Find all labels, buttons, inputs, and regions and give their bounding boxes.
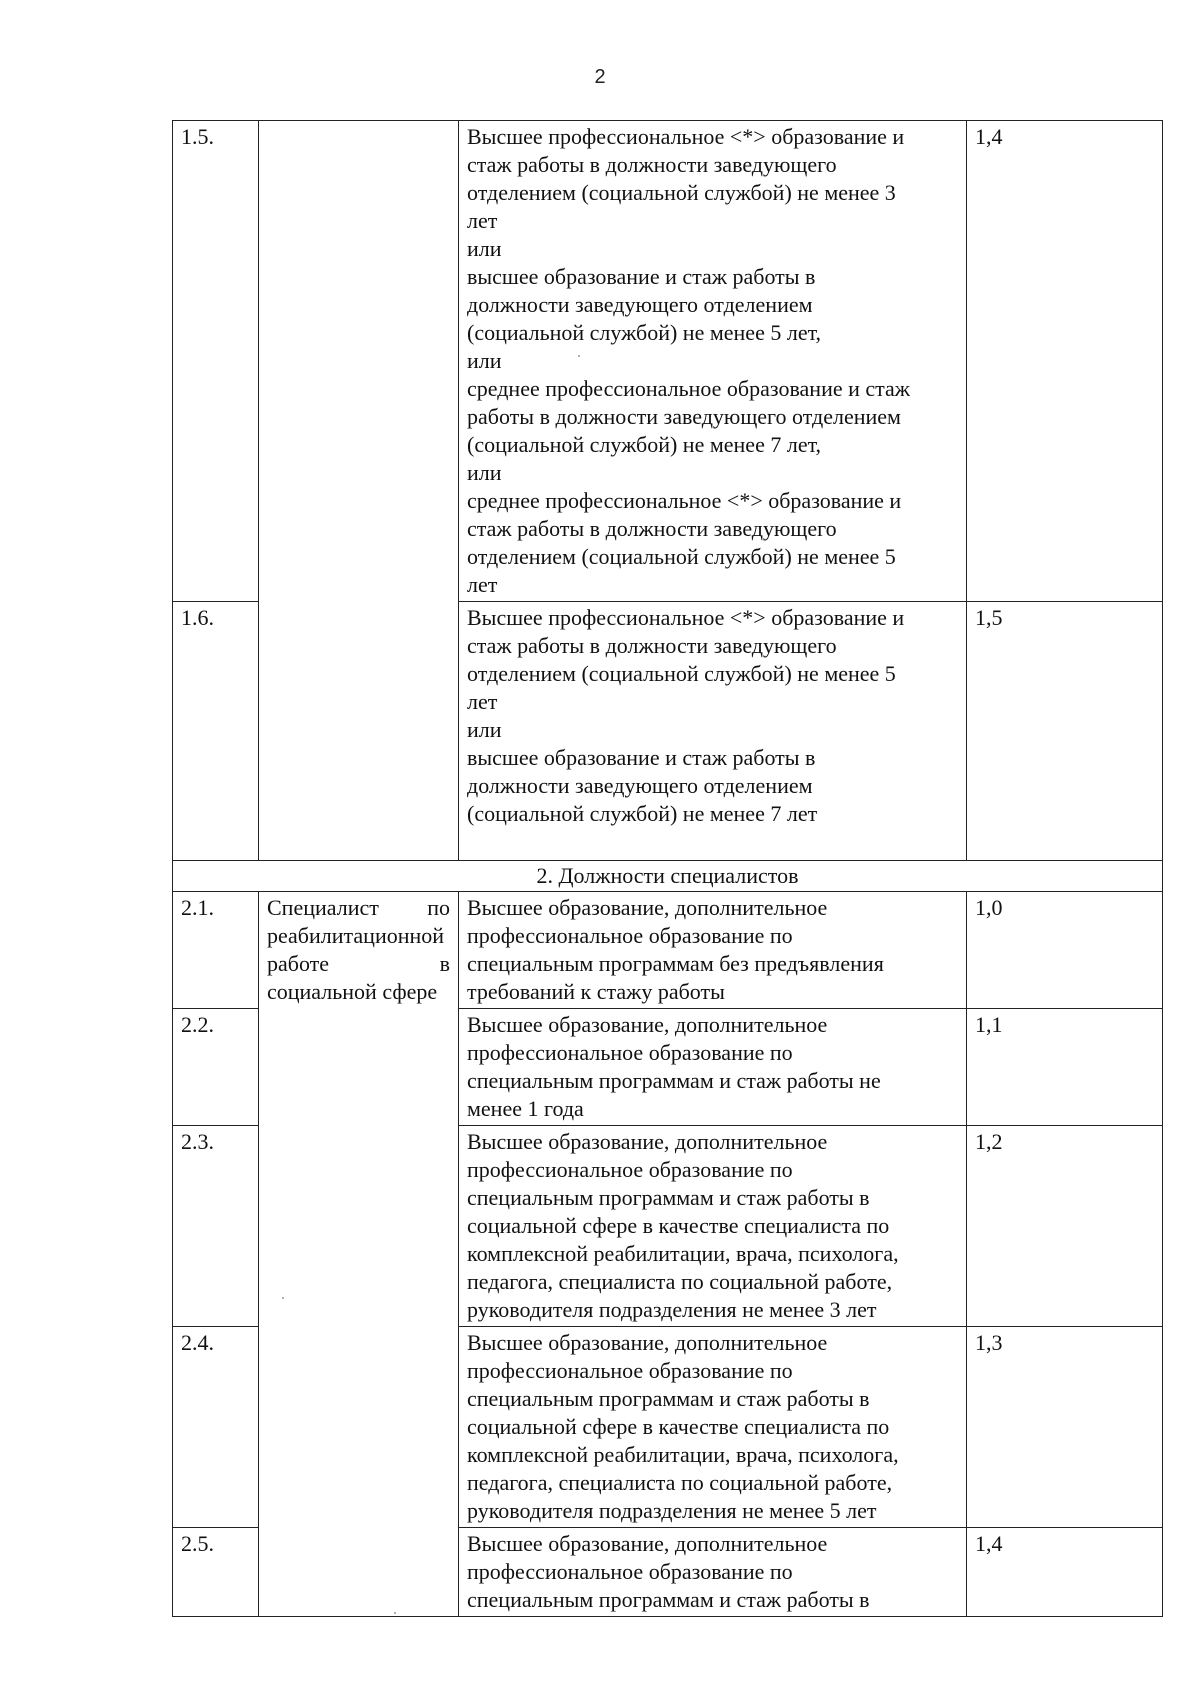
section-title: 2. Должности специалистов [173,861,1163,892]
section-heading-row [173,861,1163,892]
scan-speck [282,1297,284,1299]
table-row [173,121,1163,602]
requirement-cell: Высшее образование, дополнительное профессиональное образование по специальным программам без предъявления требований к стажу работы [459,892,967,1009]
page-number: 2 [594,66,606,88]
position-cell [259,121,459,861]
requirement-cell: Высшее образование, дополнительное профессиональное образование по специальным программам и стаж работы в [459,1528,967,1617]
scan-speck [394,1612,396,1614]
requirement-cell: Высшее профессиональное <*> образование и стаж работы в должности заведующего отделением (социальной службой) не менее 5 лет или высшее образование и стаж работы в должности заведующего отделением (социальной службой) не менее 7 лет [459,602,967,861]
table-row [173,892,1163,1009]
qualification-coefficients-table [172,120,1163,1617]
requirement-cell: Высшее образование, дополнительное профессиональное образование по специальным программам и стаж работы в социальной сфере в качестве специалиста по комплексной реабилитации, врача, психолога, педагога, специалиста по социальной работе, руководителя подразделения не менее 5 лет [459,1327,967,1528]
row-number: 2.1. [173,892,259,1009]
row-number: 2.4. [173,1327,259,1528]
coefficient-cell: 1,4 [967,1528,1163,1617]
row-number: 1.6. [173,602,259,861]
row-number: 1.5. [173,121,259,602]
coefficient-cell: 1,0 [967,892,1163,1009]
row-number: 2.2. [173,1009,259,1126]
row-number: 2.3. [173,1126,259,1327]
coefficient-cell: 1,5 [967,602,1163,861]
coefficient-cell: 1,4 [967,121,1163,602]
scan-speck [578,355,580,357]
coefficient-cell: 1,1 [967,1009,1163,1126]
requirement-cell: Высшее образование, дополнительное профессиональное образование по специальным программам и стаж работы не менее 1 года [459,1009,967,1126]
position-cell: Специалист по реабилитационной работе в социальной сфере [259,892,459,1617]
requirement-cell: Высшее профессиональное <*> образование и стаж работы в должности заведующего отделением (социальной службой) не менее 3 лет или высшее образование и стаж работы в должности заведующего отделением (социальной службой) не менее 5 лет, или среднее профессиональное образование и стаж работы в должности заведующего отделением (социальной службой) не менее 7 лет, или среднее профессиональное <*> образование и стаж работы в должности заведующего отделением (социальной службой) не менее 5 лет [459,121,967,602]
coefficient-cell: 1,3 [967,1327,1163,1528]
coefficient-cell: 1,2 [967,1126,1163,1327]
requirement-cell: Высшее образование, дополнительное профессиональное образование по специальным программам и стаж работы в социальной сфере в качестве специалиста по комплексной реабилитации, врача, психолога, педагога, специалиста по социальной работе, руководителя подразделения не менее 3 лет [459,1126,967,1327]
row-number: 2.5. [173,1528,259,1617]
